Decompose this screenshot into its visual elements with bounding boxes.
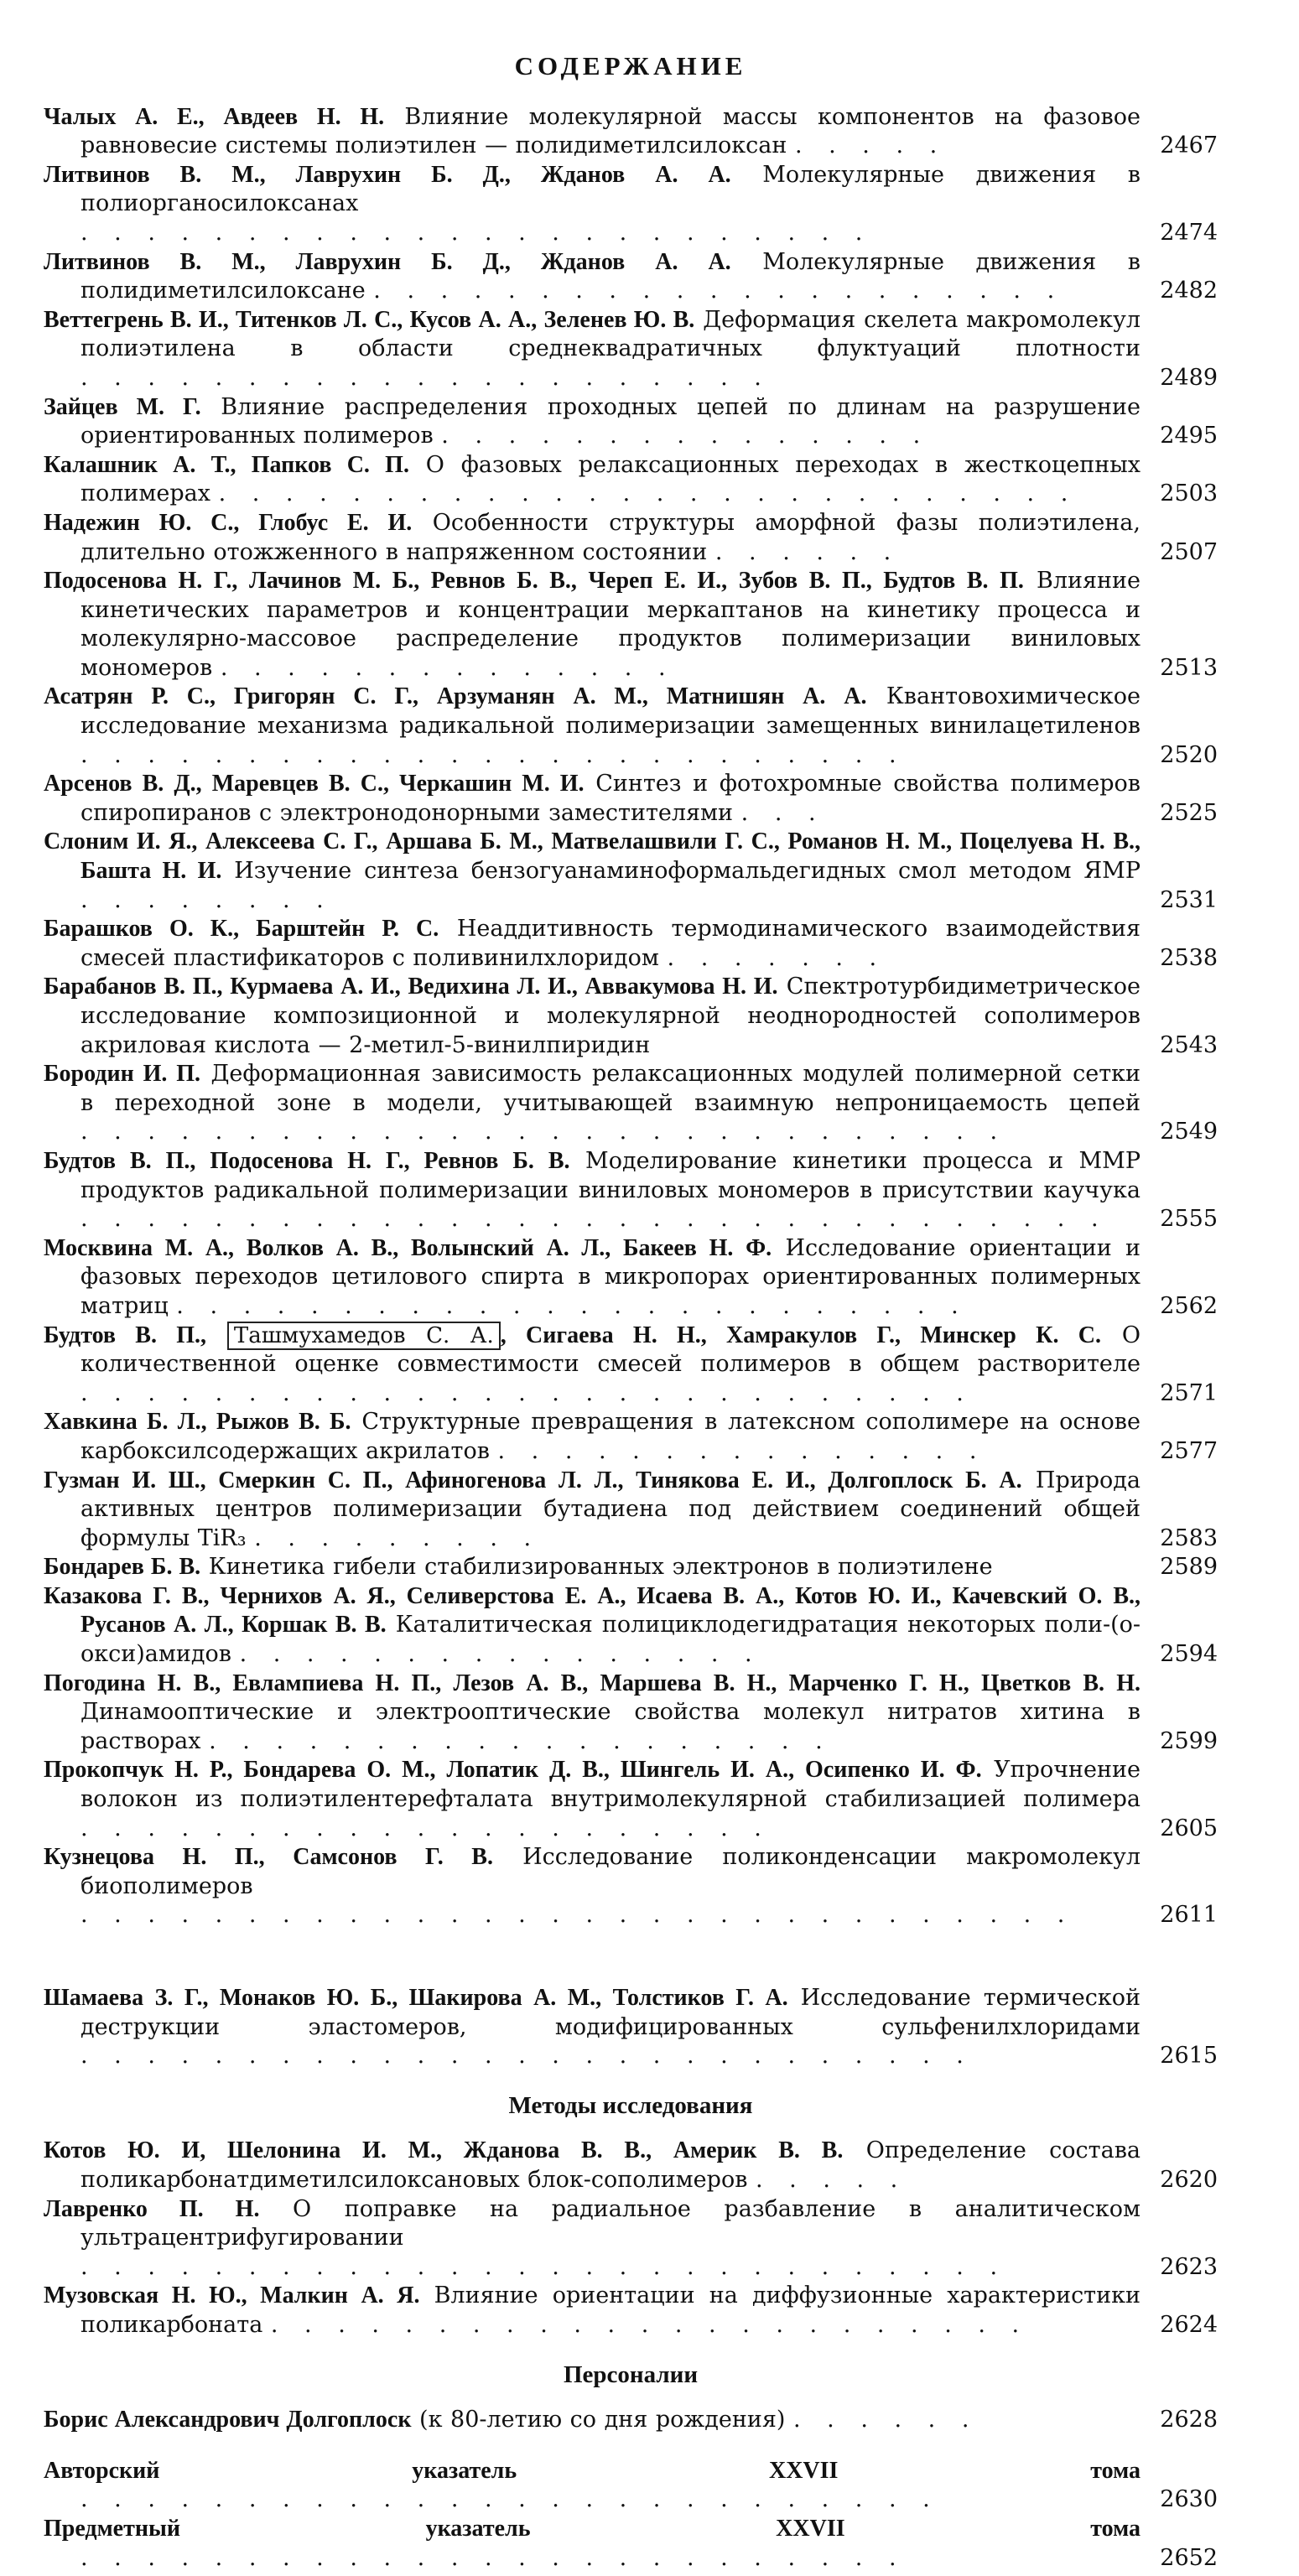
toc-entry: Казакова Г. В., Чернихов А. Я., Селиверстова Е. А., Исаева В. А., Котов Ю. И., Качевский О. В., Русанов А. Л., Коршак В. В. Каталитическая полициклодегидратация некоторых поли-(о-окси)амидов . . . . . . . . . . . . . . . . 2594	[44, 1582, 1218, 1670]
entry-title: Кинетика гибели стабилизированных электронов в полиэтилене	[208, 1554, 993, 1581]
toc-entry: Надежин Ю. С., Глобус Е. И. Особенности структуры аморфной фазы полиэтилена, длительно отожженного в напряженном состоянии . . . . . . 2507	[44, 509, 1218, 567]
entry-authors: Москвина М. А., Волков А. В., Волынский А. Л., Бакеев Н. Ф.	[44, 1234, 772, 1261]
entry-authors: Барашков О. К., Барштейн Р. С.	[44, 916, 439, 943]
entry-page: 2615	[1160, 2043, 1218, 2070]
entry-authors: Калашник А. Т., Папков С. П.	[44, 451, 409, 478]
toc-entry: Будтов В. П., Подосенова Н. Г., Ревнов Б. В. Моделирование кинетики процесса и ММР продуктов радикальной полимеризации виниловых мономеров в присутствии каучука . . . . . . . . . . . . . . . . . . . . . . . . . . . . . . . 2555	[44, 1147, 1218, 1234]
entry-authors: Гузман И. Ш., Смеркин С. П., Афиногенова Л. Л., Тинякова Е. И., Долгоплоск Б. А.	[44, 1467, 1022, 1493]
entry-page: 2599	[1160, 1727, 1218, 1754]
entry-authors: Бородин И. П.	[44, 1061, 201, 1088]
entry-authors: Погодина Н. В., Евлампиева Н. П., Лезов А. В., Маршева В. Н., Марченко Г. Н., Цветков В. Н.	[44, 1670, 1141, 1696]
entry-title: Каталитическая полициклодегидратация некоторых поли-(о-окси)амидов	[81, 1612, 1141, 1668]
entry-title: (к 80-летию со дня рождения)	[419, 2407, 786, 2433]
toc-entry: Авторский указатель XXVII тома . . . . . . . . . . . . . . . . . . . . . . . . . . 2630	[44, 2457, 1218, 2515]
toc-entry: Москвина М. А., Волков А. В., Волынский А. Л., Бакеев Н. Ф. Исследование ориентации и фазовых переходов цетилового спирта в микропорах ориентированных полимерных матриц . . . . . . . . . . . . . . . . . . . . . . . . 2562	[44, 1234, 1218, 1322]
toc-entry: Гузман И. Ш., Смеркин С. П., Афиногенова Л. Л., Тинякова Е. И., Долгоплоск Б. А. Природа активных центров полимеризации бутадиена под действием соединений общей формулы TiR₃ . . . . . . . . . 2583	[44, 1467, 1218, 1554]
entry-title: О поправке на радиальное разбавление в аналитическом ультрацентрифугировании	[81, 2195, 1141, 2251]
entry-page: 2594	[1160, 1641, 1218, 1668]
entry-authors: Зайцев М. Г.	[44, 393, 201, 420]
toc-entry: Зайцев М. Г. Влияние распределения проходных цепей по длинам на разрушение ориентированных полимеров . . . . . . . . . . . . . . . 2495	[44, 393, 1218, 451]
entry-authors: Подосенова Н. Г., Лачинов М. Б., Ревнов Б. В., Череп Е. И., Зубов В. П., Будтов В. П.	[44, 568, 1024, 595]
entry-authors: Предметный указатель XXVII тома	[44, 2515, 1141, 2542]
entry-title: Исследование термической деструкции эластомеров, модифицированных сульфенилхлоридами	[81, 1985, 1141, 2040]
toc-entry	[44, 973, 1218, 1060]
entry-page: 2474	[1160, 219, 1218, 246]
entry-title: Моделирование кинетики процесса и ММР продуктов радикальной полимеризации виниловых мономеров в присутствии каучука	[81, 1147, 1141, 1203]
entry-page: 2513	[1160, 654, 1218, 681]
entry-title: Влияние ориентации на диффузионные характеристики поликарбоната	[81, 2283, 1141, 2338]
entry-title: Влияние кинетических параметров и концентрации меркаптанов на кинетику процесса и молекулярно-массовое распределение продуктов полимеризации виниловых мономеров	[81, 568, 1141, 681]
entry-page: 2507	[1160, 538, 1218, 565]
entry-page: 2628	[1160, 2407, 1218, 2433]
entry-authors: Прокопчук Н. Р., Бондарева О. М., Лопатик Д. В., Шингель И. А., Осипенко И. Ф.	[44, 1757, 982, 1784]
entry-title: Упрочнение волокон из полиэтилентерефталата внутримолекулярной стабилизацией полимера	[81, 1757, 1141, 1813]
entry-page: 2467	[1160, 132, 1218, 159]
toc-entry: Котов Ю. И, Шелонина И. М., Жданова В. В., Америк В. В. Определение состава поликарбонатдиметилсилоксановых блок-сополимеров . . . . . 2620	[44, 2137, 1218, 2194]
section-heading-persons: Персоналии	[563, 2360, 699, 2388]
entry-title: Синтез и фотохромные свойства полимеров спиропиранов с электронодонорными заместителями	[81, 771, 1141, 826]
entry-authors: Чалых А. Е., Авдеев Н. Н.	[44, 103, 385, 130]
toc-entry: Асатрян Р. С., Григорян С. Г., Арзуманян А. М., Матнишян А. А. Квантовохимическое исследование механизма радикальной полимеризации замещенных винилацетиленов . . . . . . . . . . . . . . . . . . . . . . . . . 2520	[44, 683, 1218, 770]
entry-page: 2605	[1160, 1815, 1218, 1841]
entry-title: Природа активных центров полимеризации бутадиена под действием соединений общей формулы TiR₃	[81, 1467, 1141, 1551]
entry-authors: Арсенов В. Д., Маревцев В. С., Черкашин М. И.	[44, 771, 585, 797]
entry-title: Неаддитивность термодинамического взаимодействия смесей пластификаторов с поливинилхлоридом	[81, 916, 1141, 971]
toc-entry	[44, 1553, 1218, 1582]
toc-entry: Калашник А. Т., Папков С. П. О фазовых релаксационных переходах в жесткоцепных полимерах . . . . . . . . . . . . . . . . . . . . . . . . . . 2503	[44, 451, 1218, 509]
entry-authors: Кузнецова Н. П., Самсонов Г. В.	[44, 1844, 493, 1871]
entry-page: 2495	[1160, 423, 1218, 449]
entry-page: 2652	[1160, 2544, 1218, 2571]
entry-page: 2589	[1160, 1554, 1218, 1581]
entry-title: Квантовохимическое исследование механизма радикальной полимеризации замещенных винилацетиленов	[81, 683, 1141, 740]
toc-entry: Предметный указатель XXVII тома . . . . . . . . . . . . . . . . . . . . . . . . . 2652	[44, 2515, 1218, 2573]
entry-title: Изучение синтеза бензогуанаминоформальдегидных смол методом ЯМР	[234, 858, 1141, 885]
entry-page: 2531	[1160, 886, 1218, 913]
entry-page: 2630	[1160, 2486, 1218, 2513]
entry-page: 2555	[1160, 1206, 1218, 1233]
entry-authors: Лавренко П. Н.	[44, 2195, 260, 2222]
entry-title: Динамооптические и электрооптические свойства молекул нитратов хитина в растворах	[81, 1699, 1141, 1754]
toc-entry: Борис Александрович Долгоплоск (к 80-летию со дня рождения) . . . . . . 2628	[44, 2406, 1218, 2435]
entry-title: Особенности структуры аморфной фазы полиэтилена, длительно отожженного в напряженном состоянии	[81, 509, 1141, 565]
section-heading-methods: Методы исследования	[508, 2091, 753, 2119]
entry-page: 2538	[1160, 944, 1218, 971]
contents-page	[44, 52, 1218, 2573]
entry-title: Молекулярные движения в полиорганосилоксанах	[81, 161, 1141, 217]
entry-authors: Асатрян Р. С., Григорян С. Г., Арзуманян А. М., Матнишян А. А.	[44, 683, 867, 710]
entry-page: 2562	[1160, 1292, 1218, 1319]
entry-authors: Музовская Н. Ю., Малкин А. Я.	[44, 2283, 420, 2309]
toc-entry: Музовская Н. Ю., Малкин А. Я. Влияние ориентации на диффузионные характеристики поликарбоната . . . . . . . . . . . . . . . . . . . . . . . 2624	[44, 2282, 1218, 2340]
entry-page: 2611	[1160, 1902, 1218, 1929]
entry-title: О фазовых релаксационных переходах в жесткоцепных полимерах	[81, 451, 1141, 507]
entry-authors: Авторский указатель XXVII тома	[44, 2457, 1141, 2484]
entry-authors: Будтов В. П.,	[44, 1322, 207, 1348]
entry-page: 2525	[1160, 799, 1218, 826]
entry-authors: Бондарев Б. В.	[44, 1554, 201, 1581]
toc-entry: Чалых А. Е., Авдеев Н. Н. Влияние молекулярной массы компонентов на фазовое равновесие системы полиэтилен — полидиметилсилоксан . . . . . 2467	[44, 103, 1218, 161]
entry-title: Исследование ориентации и фазовых переходов цетилового спирта в микропорах ориентированных полимерных матриц	[81, 1234, 1141, 1319]
entry-authors: Надежин Ю. С., Глобус Е. И.	[44, 509, 413, 536]
entry-page: 2503	[1160, 480, 1218, 507]
toc-entry: Подосенова Н. Г., Лачинов М. Б., Ревнов Б. В., Череп Е. И., Зубов В. П., Будтов В. П. Влияние кинетических параметров и концентрации меркаптанов на кинетику процесса и молекулярно-массовое распределение продуктов полимеризации виниловых мономеров . . . . . . . . . . . . . . 2513	[44, 567, 1218, 683]
entry-page: 2482	[1160, 278, 1218, 304]
toc-entry: Веттегрень В. И., Титенков Л. С., Кусов А. А., Зеленев Ю. В. Деформация скелета макромолекул полиэтилена в области среднеквадратичных флуктуаций плотности . . . . . . . . . . . . . . . . . . . . . 2489	[44, 306, 1218, 393]
entry-page: 2577	[1160, 1437, 1218, 1464]
entry-page: 2549	[1160, 1119, 1218, 1145]
toc-entry: Литвинов В. М., Лаврухин Б. Д., Жданов А. А. Молекулярные движения в полидиметилсилоксане . . . . . . . . . . . . . . . . . . . . . 2482	[44, 248, 1218, 306]
toc-entry: Погодина Н. В., Евлампиева Н. П., Лезов А. В., Маршева В. Н., Марченко Г. Н., Цветков В. Н. Динамооптические и электрооптические свойства молекул нитратов хитина в растворах . . . . . . . . . . . . . . . . . . . 2599	[44, 1670, 1218, 1757]
toc-entry: Барашков О. К., Барштейн Р. С. Неаддитивность термодинамического взаимодействия смесей пластификаторов с поливинилхлоридом . . . . . . . 2538	[44, 915, 1218, 973]
page-title: СОДЕРЖАНИЕ	[514, 51, 747, 80]
entry-title: Молекулярные движения в полидиметилсилоксане	[81, 248, 1141, 304]
entry-authors: Хавкина Б. Л., Рыжов В. Б.	[44, 1409, 351, 1436]
toc-entry: Будтов В. П., Ташмухамедов С. А. , Сигаева Н. Н., Хамракулов Г., Минскер К. С. О количественной оценке совместимости смесей полимеров в общем растворителе . . . . . . . . . . . . . . . . . . . . . . . . . . . 2571	[44, 1322, 1218, 1409]
entry-authors: Казакова Г. В., Чернихов А. Я., Селиверстова Е. А., Исаева В. А., Котов Ю. И., Качевский О. В., Русанов А. Л., Коршак В. В.	[44, 1582, 1141, 1639]
entry-page: 2620	[1160, 2166, 1218, 2193]
toc-entry: Бородин И. П. Деформационная зависимость релаксационных модулей полимерной сетки в переходной зоне в модели, учитывающей взаимную непроницаемость цепей . . . . . . . . . . . . . . . . . . . . . . . . . . . . 2549	[44, 1060, 1218, 1147]
entry-page: 2583	[1160, 1524, 1218, 1551]
contents-list-index	[44, 2457, 1218, 2573]
toc-entry: Слоним И. Я., Алексеева С. Г., Аршава Б. М., Матвелашвили Г. С., Романов Н. М., Поцелуева Н. В., Башта Н. И. Изучение синтеза бензогуанаминоформальдегидных смол методом ЯМР . . . . . . . . 2531	[44, 828, 1218, 915]
contents-list-main	[44, 103, 1218, 1930]
entry-authors: , Сигаева Н. Н., Хамракулов Г., Минскер К. С.	[500, 1322, 1101, 1348]
entry-title: Определение состава поликарбонатдиметилсилоксановых блок-сополимеров	[81, 2137, 1141, 2193]
entry-title: Структурные превращения в латексном сополимере на основе карбоксилсодержащих акрилатов	[81, 1409, 1141, 1464]
entry-page: 2571	[1160, 1379, 1218, 1406]
boxed-author: Ташмухамедов С. А.	[227, 1322, 501, 1350]
entry-title: Влияние молекулярной массы компонентов на фазовое равновесие системы полиэтилен — полидиметилсилоксан	[81, 103, 1141, 159]
toc-entry: Арсенов В. Д., Маревцев В. С., Черкашин М. И. Синтез и фотохромные свойства полимеров спиропиранов с электронодонорными заместителями . . . 2525	[44, 770, 1218, 828]
entry-authors: Литвинов В. М., Лаврухин Б. Д., Жданов А. А.	[44, 248, 731, 275]
entry-authors: Шамаева З. Г., Монаков Ю. Б., Шакирова А. М., Толстиков Г. А.	[44, 1985, 788, 2011]
toc-entry: Прокопчук Н. Р., Бондарева О. М., Лопатик Д. В., Шингель И. А., Осипенко И. Ф. Упрочнение волокон из полиэтилентерефталата внутримолекулярной стабилизацией полимера . . . . . . . . . . . . . . . . . . . . . 2605	[44, 1756, 1218, 1843]
toc-entry: Литвинов В. М., Лаврухин Б. Д., Жданов А. А. Молекулярные движения в полиорганосилоксанах . . . . . . . . . . . . . . . . . . . . . . . . 2474	[44, 161, 1218, 248]
entry-authors: Борис Александрович Долгоплоск	[44, 2407, 412, 2433]
entry-authors: Будтов В. П., Подосенова Н. Г., Ревнов Б. В.	[44, 1147, 570, 1174]
entry-page: 2624	[1160, 2311, 1218, 2338]
toc-entry: Лавренко П. Н. О поправке на радиальное разбавление в аналитическом ультрацентрифугировании . . . . . . . . . . . . . . . . . . . . . . . . . . . . 2623	[44, 2195, 1218, 2283]
contents-list-methods	[44, 2137, 1218, 2340]
entry-page: 2489	[1160, 364, 1218, 391]
entry-page: 2543	[1160, 1031, 1218, 1058]
toc-entry: Хавкина Б. Л., Рыжов В. Б. Структурные превращения в латексном сополимере на основе карбоксилсодержащих акрилатов . . . . . . . . . . . . . . . 2577	[44, 1408, 1218, 1466]
entry-authors: Слоним И. Я., Алексеева С. Г., Аршава Б. М., Матвелашвили Г. С., Романов Н. М., Поцелуева Н. В., Башта Н. И.	[44, 828, 1141, 885]
entry-title: Деформация скелета макромолекул полиэтилена в области среднеквадратичных флуктуаций плотности	[81, 306, 1141, 362]
entry-authors: Литвинов В. М., Лаврухин Б. Д., Жданов А. А.	[44, 161, 731, 188]
toc-entry: Кузнецова Н. П., Самсонов Г. В. Исследование поликонденсации макромолекул биополимеров . . . . . . . . . . . . . . . . . . . . . . . . . . . . . . 2611	[44, 1843, 1218, 1930]
entry-authors: Веттегрень В. И., Титенков Л. С., Кусов А. А., Зеленев Ю. В.	[44, 306, 695, 333]
toc-entry: Шамаева З. Г., Монаков Ю. Б., Шакирова А. М., Толстиков Г. А. Исследование термической деструкции эластомеров, модифицированных сульфенилхлоридами . . . . . . . . . . . . . . . . . . . . . . . . . . . 2615	[44, 1984, 1218, 2071]
entry-title: Спектротурбидиметрическое исследование композиционной и молекулярной неоднородностей сополимеров акриловая кислота — 2-метил-5-винилпиридин	[81, 974, 1141, 1058]
entry-authors: Котов Ю. И, Шелонина И. М., Жданова В. В., Америк В. В.	[44, 2137, 844, 2164]
entry-authors: Барабанов В. П., Курмаева А. И., Ведихина Л. И., Аввакумова Н. И.	[44, 974, 778, 1000]
entry-page: 2623	[1160, 2253, 1218, 2280]
entry-title: Деформационная зависимость релаксационных модулей полимерной сетки в переходной зоне в модели, учитывающей взаимную непроницаемость цепей	[81, 1061, 1141, 1116]
entry-title: Исследование поликонденсации макромолекул биополимеров	[81, 1844, 1141, 1899]
entry-title: Влияние распределения проходных цепей по длинам на разрушение ориентированных полимеров	[81, 393, 1141, 449]
entry-page: 2520	[1160, 741, 1218, 768]
entry-title: О количественной оценке совместимости смесей полимеров в общем растворителе	[81, 1322, 1141, 1378]
